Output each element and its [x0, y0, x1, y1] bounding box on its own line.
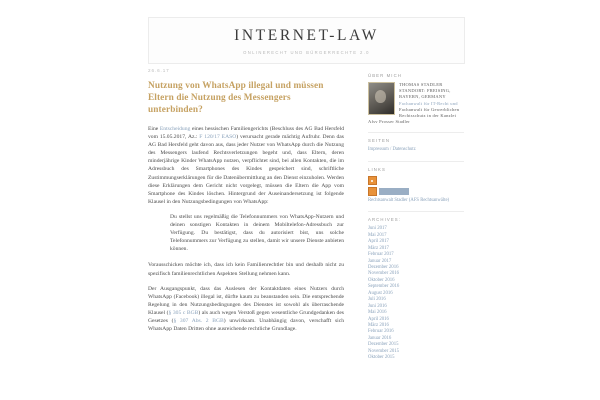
inline-link[interactable]: Entscheidung [159, 126, 191, 132]
post-title[interactable]: Nutzung von WhatsApp illegal und müssen Eltern die Nutzung des Messengers unterbinden? [148, 81, 324, 115]
post-paragraph: Eine Entscheidung eines hessischen Familiengerichts (Beschluss des AG Bad Hersfeld vom 15.05.2017, Az.: F 120/17 EASO) verursacht gerade mächtig Aufruhr. Denn das AG Bad Hersfeld geht davon aus, dass jeder Nutzer von WhatsApp durch die Nutzung des Messengers laufend Rechtsverletzungen begeht und, dass Eltern, deren minderjährige Kinder WhatsApp nutzen, verpflichtet sind, bei allen Kontakten, die im Adressbuch des Smartphones des Kindes gespeichert sind, schriftliche Zustimmungserklärungen für die Datenübermittlung an den Dienst einzuholen. Werden diese Erklärungen dem Gericht nicht vorgelegt, müssen die Eltern die App vom Smartphone des Kindes löschen. Hintergrund der Auseinandersetzung ist folgende Klausel in den Nutzungsbedingungen von WhatsApp: [148, 126, 344, 205]
feed-badge-row[interactable] [368, 187, 464, 196]
main-content [148, 68, 344, 340]
rss-icon[interactable] [368, 176, 377, 185]
sidebar-divider [368, 132, 464, 133]
archive-item[interactable]: Oktober 2016 [368, 277, 395, 283]
sidebar-heading-about: ÜBER MICH [368, 73, 403, 78]
sidebar-heading-pages: SEITEN [368, 138, 391, 144]
sidebar-divider [368, 211, 464, 212]
about-name: THOMAS STADLER [399, 82, 443, 87]
archive-item[interactable]: November 2015 [368, 348, 400, 354]
archive-item[interactable]: Mai 2016 [368, 310, 387, 316]
archive-item[interactable]: Juni 2017 [368, 226, 387, 232]
archive-item[interactable]: April 2016 [368, 316, 389, 322]
about-location: FREISING, BAYERN, GERMANY [399, 88, 451, 100]
feed-badge-icon[interactable] [368, 187, 377, 196]
blockquote-text: Du stellst uns regelmäßig die Telefonnummers von WhatsApp-Nutzern und deinen sonstigen Kontakten in deinem Mobiltelefon-Adressbuch zur Verfügung. Du bestätigst, dass du autorisiert bist, uns solche Telefonnummers zur Verfügung zu stellen, damit wir unsere Dienste anbieten können. [170, 213, 344, 253]
archive-item[interactable]: Februar 2016 [368, 329, 394, 335]
post-paragraph: Vorausschicken möchte ich, dass ich kein Familienrechtler bin und deshalb nicht zu spezifisch familienrechtlichen Aspekten Stellung nehmen kann. [148, 262, 344, 277]
sidebar-heading-archives: ARCHIVES: [368, 217, 402, 223]
archive-item[interactable]: März 2017 [368, 245, 389, 251]
feed-button-icon[interactable] [379, 188, 409, 195]
sidebar-divider [368, 161, 464, 162]
about-role-link[interactable]: Fachanwalt für IT-Recht und [399, 100, 458, 106]
archive-item[interactable]: Juni 2016 [368, 303, 387, 309]
archive-list [368, 226, 464, 362]
archive-item[interactable]: August 2016 [368, 290, 393, 296]
sidebar-external-link[interactable]: Rechtsanwalt Stadler (AFS Rechtsanwälte) [368, 197, 450, 203]
archive-item[interactable]: Dezember 2015 [368, 342, 399, 348]
site-tagline: ONLINERECHT UND BÜRGERRECHTE 2.0 [243, 49, 370, 55]
archive-item[interactable]: März 2016 [368, 323, 389, 329]
archive-item[interactable]: November 2016 [368, 271, 400, 277]
archive-item[interactable]: Februar 2017 [368, 252, 394, 258]
sidebar-heading-links: LINKS [368, 166, 386, 172]
archive-item[interactable]: April 2017 [368, 239, 389, 245]
archive-item[interactable]: Juli 2016 [368, 297, 386, 303]
post-date: 26.6.17 [148, 68, 170, 73]
post-paragraph: Der Ausgangspunkt, dass das Auslesen der Kontaktdaten eines Nutzers durch WhatsApp (Facebook) illegal ist, dürfte kaum zu beanstanden sein. Die entsprechende Regelung in den Nutzungsbedingungen des Dienstes ist sowohl als überraschende Klausel (§ 305 c BGB) als auch wegen Verstoß gegen wesentliche Grundgedanken des Gesetzes (§ 307 Abs. 2 BGB) unwirksam. Unabhängig davon, verschafft sich WhatsApp Daten Dritten ohne ausreichende rechtliche Grundlage. [148, 285, 345, 333]
about-block [368, 82, 464, 125]
site-title[interactable]: INTERNET-LAW [234, 26, 379, 44]
archive-item[interactable]: Januar 2016 [368, 335, 392, 341]
sidebar-page-link[interactable]: Impressum / Datenschutz [368, 147, 416, 153]
about-role-rest: Fachanwalt für Gewerblichen Rechtsschutz in der Kanzlei Afsv Prosser Stadler [368, 106, 460, 125]
archive-item[interactable]: Mai 2017 [368, 232, 387, 238]
inline-link[interactable]: § 305 c BGB [168, 309, 199, 316]
post-blockquote [148, 213, 344, 253]
inline-link[interactable]: § 307 Abs. 2 BGB [173, 317, 224, 324]
rss-badge-row[interactable] [368, 176, 464, 185]
archive-item[interactable]: Dezember 2016 [368, 264, 399, 270]
inline-link[interactable]: F 120/17 EASO [199, 134, 237, 141]
avatar [368, 82, 395, 115]
about-location-label: STANDORT: [399, 88, 426, 94]
site-masthead [148, 17, 465, 64]
archive-item[interactable]: September 2016 [368, 284, 400, 290]
sidebar [368, 73, 464, 362]
post-body [148, 125, 344, 333]
archive-item[interactable]: Oktober 2015 [368, 355, 395, 361]
archive-item[interactable]: Januar 2017 [368, 258, 392, 264]
